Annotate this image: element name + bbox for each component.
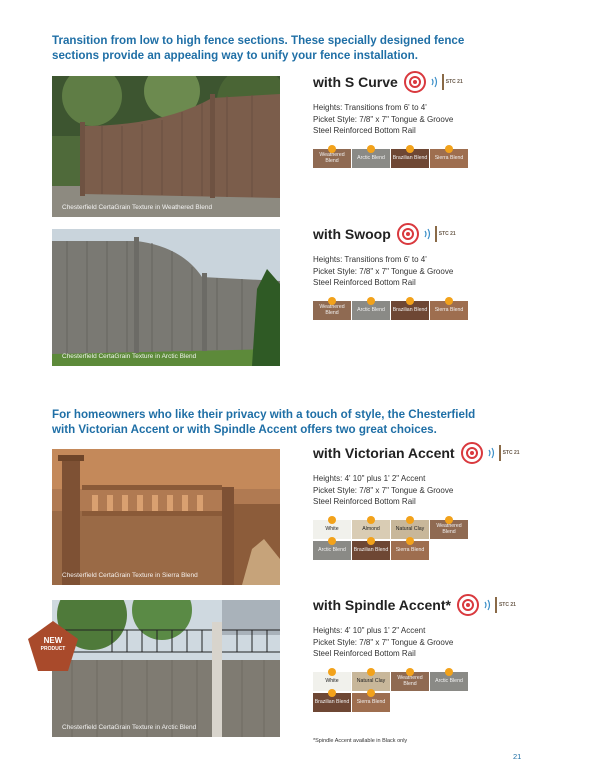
swatch-dot-icon: [367, 689, 375, 697]
spec-line: Picket Style: 7/8" x 7" Tongue & Groove: [313, 114, 454, 124]
swatch-dot-icon: [367, 145, 375, 153]
section-spindle-accent: [313, 593, 553, 712]
color-swatch: [430, 301, 468, 320]
photo-victorian-accent: [52, 449, 280, 585]
swatch-label: Weathered Blend: [319, 304, 345, 316]
swatch-dot-icon: [328, 537, 336, 545]
color-swatches: [313, 672, 553, 712]
color-swatch: [313, 149, 351, 168]
swatch-label: Sierra Blend: [434, 155, 464, 161]
color-swatch: [313, 672, 351, 691]
stc-rating-label: STC 21: [499, 445, 521, 461]
color-swatch: [352, 301, 390, 320]
spec-line: Steel Reinforced Bottom Rail: [313, 126, 416, 135]
color-swatch: [313, 301, 351, 320]
spec-line: Steel Reinforced Bottom Rail: [313, 649, 416, 658]
swatch-dot-icon: [328, 689, 336, 697]
photo-spindle-accent: [52, 600, 280, 737]
section-specs: [313, 254, 553, 289]
spec-line: Picket Style: 7/8" x 7" Tongue & Groove: [313, 266, 454, 276]
swatch-label: Brazilian Blend: [392, 307, 428, 313]
swatch-label: Arctic Blend: [357, 155, 385, 161]
swatch-dot-icon: [445, 145, 453, 153]
spec-line: Steel Reinforced Bottom Rail: [313, 278, 416, 287]
photo-s-curve: [52, 76, 280, 217]
sound-waves-icon: [483, 598, 493, 612]
swatch-label: Natural Clay: [395, 526, 425, 532]
color-swatch: [391, 149, 429, 168]
spec-line: Picket Style: 7/8" x 7" Tongue & Groove: [313, 485, 454, 495]
swatch-label: Brazilian Blend: [353, 547, 389, 553]
stc-rating-label: STC 21: [435, 226, 457, 242]
section-s-curve: [313, 70, 553, 168]
section-title: with Victorian Accent: [313, 445, 455, 461]
photo-caption: Chesterfield CertaGrain Texture in Arctic Blend: [62, 724, 197, 731]
swatch-dot-icon: [328, 516, 336, 524]
sound-target-icon: [461, 442, 483, 464]
swatch-dot-icon: [406, 145, 414, 153]
section-swoop: [313, 222, 553, 320]
swatch-label: White: [325, 678, 339, 684]
section-title-row: [313, 70, 553, 94]
section-specs: [313, 102, 553, 137]
section-specs: [313, 473, 553, 508]
swatch-label: Weathered Blend: [397, 675, 423, 687]
sound-waves-icon: [487, 446, 497, 460]
color-swatches: [313, 301, 553, 320]
stc-rating-label: STC 21: [442, 74, 464, 90]
sound-target-icon: [457, 594, 479, 616]
new-badge-line1: NEW: [43, 636, 63, 645]
swatch-label: Brazilian Blend: [314, 699, 350, 705]
color-swatch: [391, 672, 429, 691]
photo-caption: Chesterfield CertaGrain Texture in Sierra Blend: [62, 572, 198, 579]
spec-line: Steel Reinforced Bottom Rail: [313, 497, 416, 506]
swatch-dot-icon: [445, 668, 453, 676]
spec-line: Heights: Transitions from 6' to 4': [313, 255, 427, 264]
swatch-dot-icon: [328, 668, 336, 676]
color-swatch: [391, 301, 429, 320]
section-title: with Spindle Accent*: [313, 597, 451, 613]
stc-rating-label: STC 21: [495, 597, 517, 613]
swatch-label: Weathered Blend: [319, 152, 345, 164]
swatch-label: Natural Clay: [356, 678, 386, 684]
color-swatch: [352, 149, 390, 168]
sound-target-icon: [404, 71, 426, 93]
section-victorian-accent: [313, 441, 553, 560]
swatch-label: Weathered Blend: [436, 523, 462, 535]
swatch-label: Sierra Blend: [356, 699, 386, 705]
section-title: with Swoop: [313, 226, 391, 242]
sound-waves-icon: [430, 75, 440, 89]
color-swatch: [430, 149, 468, 168]
footnote: *Spindle Accent available in Black only: [313, 738, 408, 744]
sound-target-icon: [397, 223, 419, 245]
photo-caption: Chesterfield CertaGrain Texture in Weathered Blend: [62, 204, 213, 211]
color-swatch: [352, 541, 390, 560]
color-swatch: [352, 520, 390, 539]
swatch-dot-icon: [445, 516, 453, 524]
photo-swoop: [52, 229, 280, 366]
swatch-label: Almond: [362, 526, 380, 532]
swatch-label: Sierra Blend: [395, 547, 425, 553]
swatch-dot-icon: [406, 537, 414, 545]
spec-line: Heights: 4' 10" plus 1' 2" Accent: [313, 626, 426, 635]
color-swatch: [313, 541, 351, 560]
color-swatch: [352, 693, 390, 712]
swatch-label: White: [325, 526, 339, 532]
section-specs: [313, 625, 553, 660]
color-swatch: [391, 520, 429, 539]
section-title-row: [313, 222, 553, 246]
color-swatch: [391, 541, 429, 560]
photo-caption: Chesterfield CertaGrain Texture in Arctic Blend: [62, 353, 197, 360]
color-swatch: [430, 672, 468, 691]
new-product-badge: [28, 621, 78, 671]
spec-line: Heights: Transitions from 6' to 4': [313, 103, 427, 112]
color-swatch: [313, 693, 351, 712]
color-swatch: [352, 672, 390, 691]
color-swatches: [313, 520, 553, 560]
spec-line: Picket Style: 7/8" x 7" Tongue & Groove: [313, 637, 454, 647]
swatch-label: Arctic Blend: [318, 547, 346, 553]
intro-heading-privacy: For homeowners who like their privacy with a touch of style, the Chesterfield with Victorian Accent or with Spindle Accent offers two great choices.: [52, 408, 476, 436]
swatch-dot-icon: [367, 537, 375, 545]
section-title: with S Curve: [313, 74, 398, 90]
color-swatch: [313, 520, 351, 539]
swatch-dot-icon: [367, 516, 375, 524]
swatch-dot-icon: [406, 516, 414, 524]
swatch-dot-icon: [445, 297, 453, 305]
swatch-label: Brazilian Blend: [392, 155, 428, 161]
swatch-dot-icon: [328, 145, 336, 153]
swatch-label: Sierra Blend: [434, 307, 464, 313]
new-badge-line2: PRODUCT: [40, 646, 66, 652]
swatch-dot-icon: [406, 668, 414, 676]
swatch-dot-icon: [406, 297, 414, 305]
page-number: 21: [513, 752, 522, 761]
color-swatch: [430, 520, 468, 539]
section-title-row: [313, 441, 553, 465]
swatch-dot-icon: [367, 297, 375, 305]
swatch-label: Arctic Blend: [357, 307, 385, 313]
section-title-row: [313, 593, 553, 617]
swatch-label: Arctic Blend: [435, 678, 463, 684]
intro-heading-transition: Transition from low to high fence sections. These specially designed fence sections provide an appealing way to unify your fence installation.: [52, 34, 465, 62]
sound-waves-icon: [423, 227, 433, 241]
swatch-dot-icon: [367, 668, 375, 676]
swatch-dot-icon: [328, 297, 336, 305]
spec-line: Heights: 4' 10" plus 1' 2" Accent: [313, 474, 426, 483]
color-swatches: [313, 149, 553, 168]
